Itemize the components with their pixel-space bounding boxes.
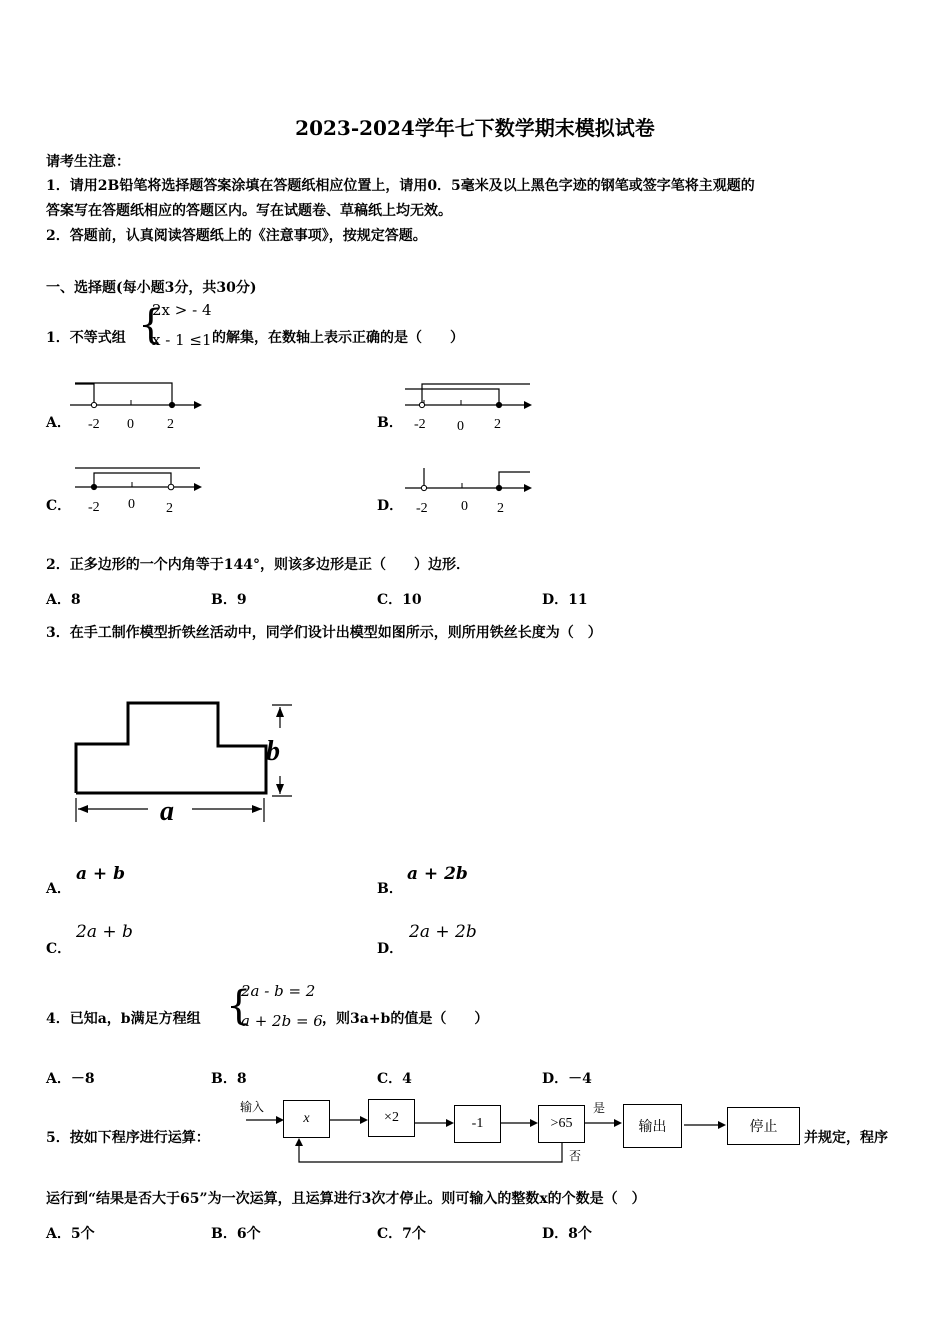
page-title: 2023-2024学年七下数学期末模拟试卷	[295, 116, 655, 140]
q1-option-d-numberline	[400, 460, 540, 518]
q4-equation-1: 2a - b = 2	[241, 982, 316, 1000]
q5-flow-minus1-box: -1	[454, 1105, 501, 1143]
q5-line-2: 运行到“结果是否大于65”为一次运算，且运算进行3次才停止。则可输入的整数x的个数是（ ）	[46, 1191, 646, 1207]
q4-option-c: C．4	[377, 1071, 412, 1087]
q5-flow-input-label: 输入	[240, 1100, 265, 1114]
q4-option-b: B．8	[211, 1071, 247, 1087]
q2-option-b: B．9	[211, 592, 247, 608]
q1-c-tick-neg2: -2	[88, 500, 100, 515]
q1-a-tick-neg2: -2	[88, 417, 100, 432]
q5-flow-stop-box: 停止	[727, 1107, 800, 1145]
q4-prefix: 4．已知a，b满足方程组	[46, 1011, 201, 1027]
q1-suffix: 的解集，在数轴上表示正确的是（ ）	[212, 330, 464, 346]
q3-option-d: 2a + 2b	[409, 922, 477, 942]
q4-suffix: ，则3a+b的值是（ ）	[322, 1011, 489, 1027]
q1-option-d-label: D．	[377, 498, 404, 514]
q1-option-a-numberline	[70, 378, 210, 434]
q1-a-tick-2: 2	[167, 417, 174, 432]
q1-brace: {	[138, 302, 164, 348]
q1-option-b-numberline	[400, 378, 540, 434]
notice-line-1a: 1．请用2B铅笔将选择题答案涂填在答题纸相应位置上，请用0．5毫米及以上黑色字迹的钢笔或签字笔将主观题的	[46, 178, 755, 194]
q5-flow-no-label: 否	[569, 1149, 582, 1163]
q3-option-c: 2a + b	[76, 922, 133, 942]
q3-label-b: b	[266, 736, 280, 767]
q5-flow-yes-label: 是	[593, 1101, 606, 1115]
q1-equation-1: 2x > - 4	[152, 301, 212, 319]
q1-c-tick-2: 2	[166, 501, 173, 516]
q3-label-a: a	[160, 796, 174, 827]
q1-option-c-label: C．	[46, 498, 72, 514]
notice-line-2: 2．答题前，认真阅读答题纸上的《注意事项》，按规定答题。	[46, 228, 427, 244]
q5-prefix: 5．按如下程序进行运算：	[46, 1130, 210, 1146]
q1-prefix: 1．不等式组	[46, 330, 126, 346]
q3-text: 3．在手工制作模型折铁丝活动中，同学们设计出模型如图所示，则所用铁丝长度为（ ）	[46, 625, 602, 641]
q5-flow-output-box: 输出	[623, 1104, 682, 1148]
q1-c-tick-0: 0	[128, 497, 135, 512]
q1-d-tick-0: 0	[461, 499, 468, 514]
q4-option-a: A．－8	[46, 1071, 95, 1087]
q5-option-a: A．5个	[46, 1226, 95, 1242]
q5-flow-x-box: x	[283, 1100, 330, 1138]
q1-d-tick-2: 2	[497, 501, 504, 516]
q2-option-c: C．10	[377, 592, 422, 608]
q5-flow-gt65-box: >65	[538, 1105, 585, 1143]
q4-equation-2: a + 2b = 6	[241, 1012, 323, 1030]
q3-option-a: a + b	[76, 864, 125, 884]
q4-option-d: D．－4	[542, 1071, 592, 1087]
q1-b-tick-0: 0	[457, 419, 464, 434]
q5-option-b: B．6个	[211, 1226, 261, 1242]
q2-option-d: D．11	[542, 592, 588, 608]
section-heading: 一、选择题(每小题3分，共30分)	[46, 280, 257, 296]
q5-flow-times2-box: ×2	[368, 1099, 415, 1137]
q1-b-tick-neg2: -2	[414, 417, 426, 432]
q2-option-a: A．8	[46, 592, 81, 608]
q5-option-d: D．8个	[542, 1226, 592, 1242]
q3-option-a-label: A．	[46, 881, 71, 897]
q2-text: 2．正多边形的一个内角等于144°，则该多边形是正（ ）边形．	[46, 557, 470, 573]
q4-brace: {	[226, 983, 252, 1029]
q3-option-b: a + 2b	[407, 864, 468, 884]
q1-option-a-label: A．	[46, 415, 71, 431]
q3-option-c-label: C．	[46, 941, 72, 957]
q3-wire-model-figure	[68, 690, 308, 830]
q1-b-tick-2: 2	[494, 417, 501, 432]
q5-suffix: 并规定，程序	[804, 1130, 888, 1146]
q5-option-c: C．7个	[377, 1226, 426, 1242]
q1-a-tick-0: 0	[127, 417, 134, 432]
notice-line-1b: 答案写在答题纸相应的答题区内。写在试题卷、草稿纸上均无效。	[46, 203, 452, 219]
q1-equation-2: x - 1 ≤1	[152, 331, 212, 349]
q1-option-c-numberline	[70, 460, 210, 518]
q1-d-tick-neg2: -2	[416, 501, 428, 516]
q3-option-b-label: B．	[377, 881, 403, 897]
q3-option-d-label: D．	[377, 941, 404, 957]
notice-heading: 请考生注意：	[46, 154, 130, 170]
q1-option-b-label: B．	[377, 415, 403, 431]
